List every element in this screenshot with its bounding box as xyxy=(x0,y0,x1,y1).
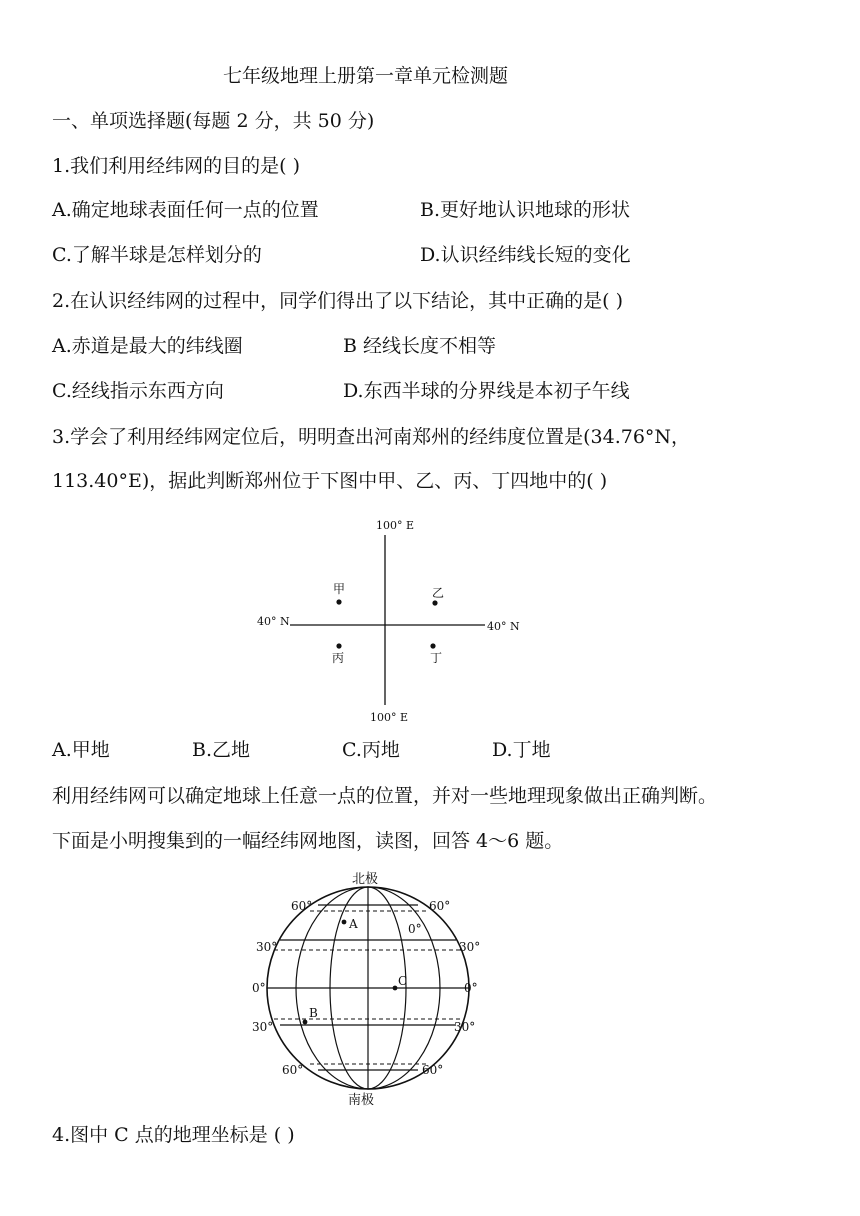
point-b-label: B xyxy=(309,1006,318,1020)
q2-stem: 2.在认识经纬网的过程中，同学们得出了以下结论，其中正确的是( ) xyxy=(52,290,623,312)
point-ding-label: 丁 xyxy=(430,651,443,665)
q3-grid-figure xyxy=(240,510,540,730)
intro-line2: 下面是小明搜集到的一幅经纬网地图，读图，回答 4～6 题。 xyxy=(52,830,564,852)
q1-stem: 1.我们利用经纬网的目的是( ) xyxy=(52,155,300,177)
lat-30s-left: 30° xyxy=(252,1020,274,1034)
q4-stem: 4.图中 C 点的地理坐标是 ( ) xyxy=(52,1124,295,1146)
north-pole-label: 北极 xyxy=(352,872,379,887)
point-a-dot xyxy=(342,920,347,925)
q3-option-c: C.丙地 xyxy=(342,739,400,761)
q3-stem-line1: 3.学会了利用经纬网定位后，明明查出河南郑州的经纬度位置是(34.76°N， xyxy=(52,426,691,448)
lat-0-right: 0° xyxy=(464,981,478,995)
meridian-bottom-label: 100° E xyxy=(370,711,409,724)
point-c-label: C xyxy=(398,974,408,988)
parallel-right-label: 40° N xyxy=(487,620,520,633)
q2-option-c: C.经线指示东西方向 xyxy=(52,380,224,402)
point-ding-dot xyxy=(430,643,435,648)
point-jia-label: 甲 xyxy=(333,582,346,596)
q3-stem-line2: 113.40°E)，据此判断郑州位于下图中甲、乙、丙、丁四地中的( ) xyxy=(52,470,608,492)
point-b-dot xyxy=(303,1020,308,1025)
meridian-top-label: 100° E xyxy=(376,519,415,532)
q1-option-b: B.更好地认识地球的形状 xyxy=(420,199,631,221)
point-c-dot xyxy=(393,986,398,991)
lat-30n-left: 30° xyxy=(256,940,278,954)
parallel-left-label: 40° N xyxy=(257,615,290,628)
section-heading: 一、单项选择题(每题 2 分，共 50 分) xyxy=(52,110,375,132)
lat-0-left: 0° xyxy=(252,981,266,995)
lat-30n-right: 30° xyxy=(459,940,481,954)
q1-option-d: D.认识经纬线长短的变化 xyxy=(420,244,631,266)
globe-figure xyxy=(240,868,500,1108)
q2-option-a: A.赤道是最大的纬线圈 xyxy=(52,335,243,357)
south-pole-label: 南极 xyxy=(348,1093,375,1108)
point-bing-label: 丙 xyxy=(332,651,345,665)
page-title: 七年级地理上册第一章单元检测题 xyxy=(223,65,509,87)
lat-60s-left: 60° xyxy=(282,1063,304,1077)
q3-option-d: D.丁地 xyxy=(492,739,551,761)
point-a-label: A xyxy=(349,917,358,931)
meridian-0-label: 0° xyxy=(408,922,422,936)
lat-60n-left: 60° xyxy=(291,899,313,913)
q2-option-d: D.东西半球的分界线是本初子午线 xyxy=(343,380,630,402)
point-yi-dot xyxy=(432,600,437,605)
intro-line1: 利用经纬网可以确定地球上任意一点的位置，并对一些地理现象做出正确判断。 xyxy=(52,785,718,807)
point-jia-dot xyxy=(336,599,341,604)
q2-option-b: B 经线长度不相等 xyxy=(343,335,497,357)
lat-60n-right: 60° xyxy=(429,899,451,913)
lat-60s-right: 60° xyxy=(422,1063,444,1077)
q1-option-c: C.了解半球是怎样划分的 xyxy=(52,244,262,266)
point-yi-label: 乙 xyxy=(432,586,445,600)
lat-30s-right: 30° xyxy=(454,1020,476,1034)
q3-option-a: A.甲地 xyxy=(52,739,110,761)
q3-option-b: B.乙地 xyxy=(192,739,251,761)
q1-option-a: A.确定地球表面任何一点的位置 xyxy=(52,199,319,221)
point-bing-dot xyxy=(336,643,341,648)
